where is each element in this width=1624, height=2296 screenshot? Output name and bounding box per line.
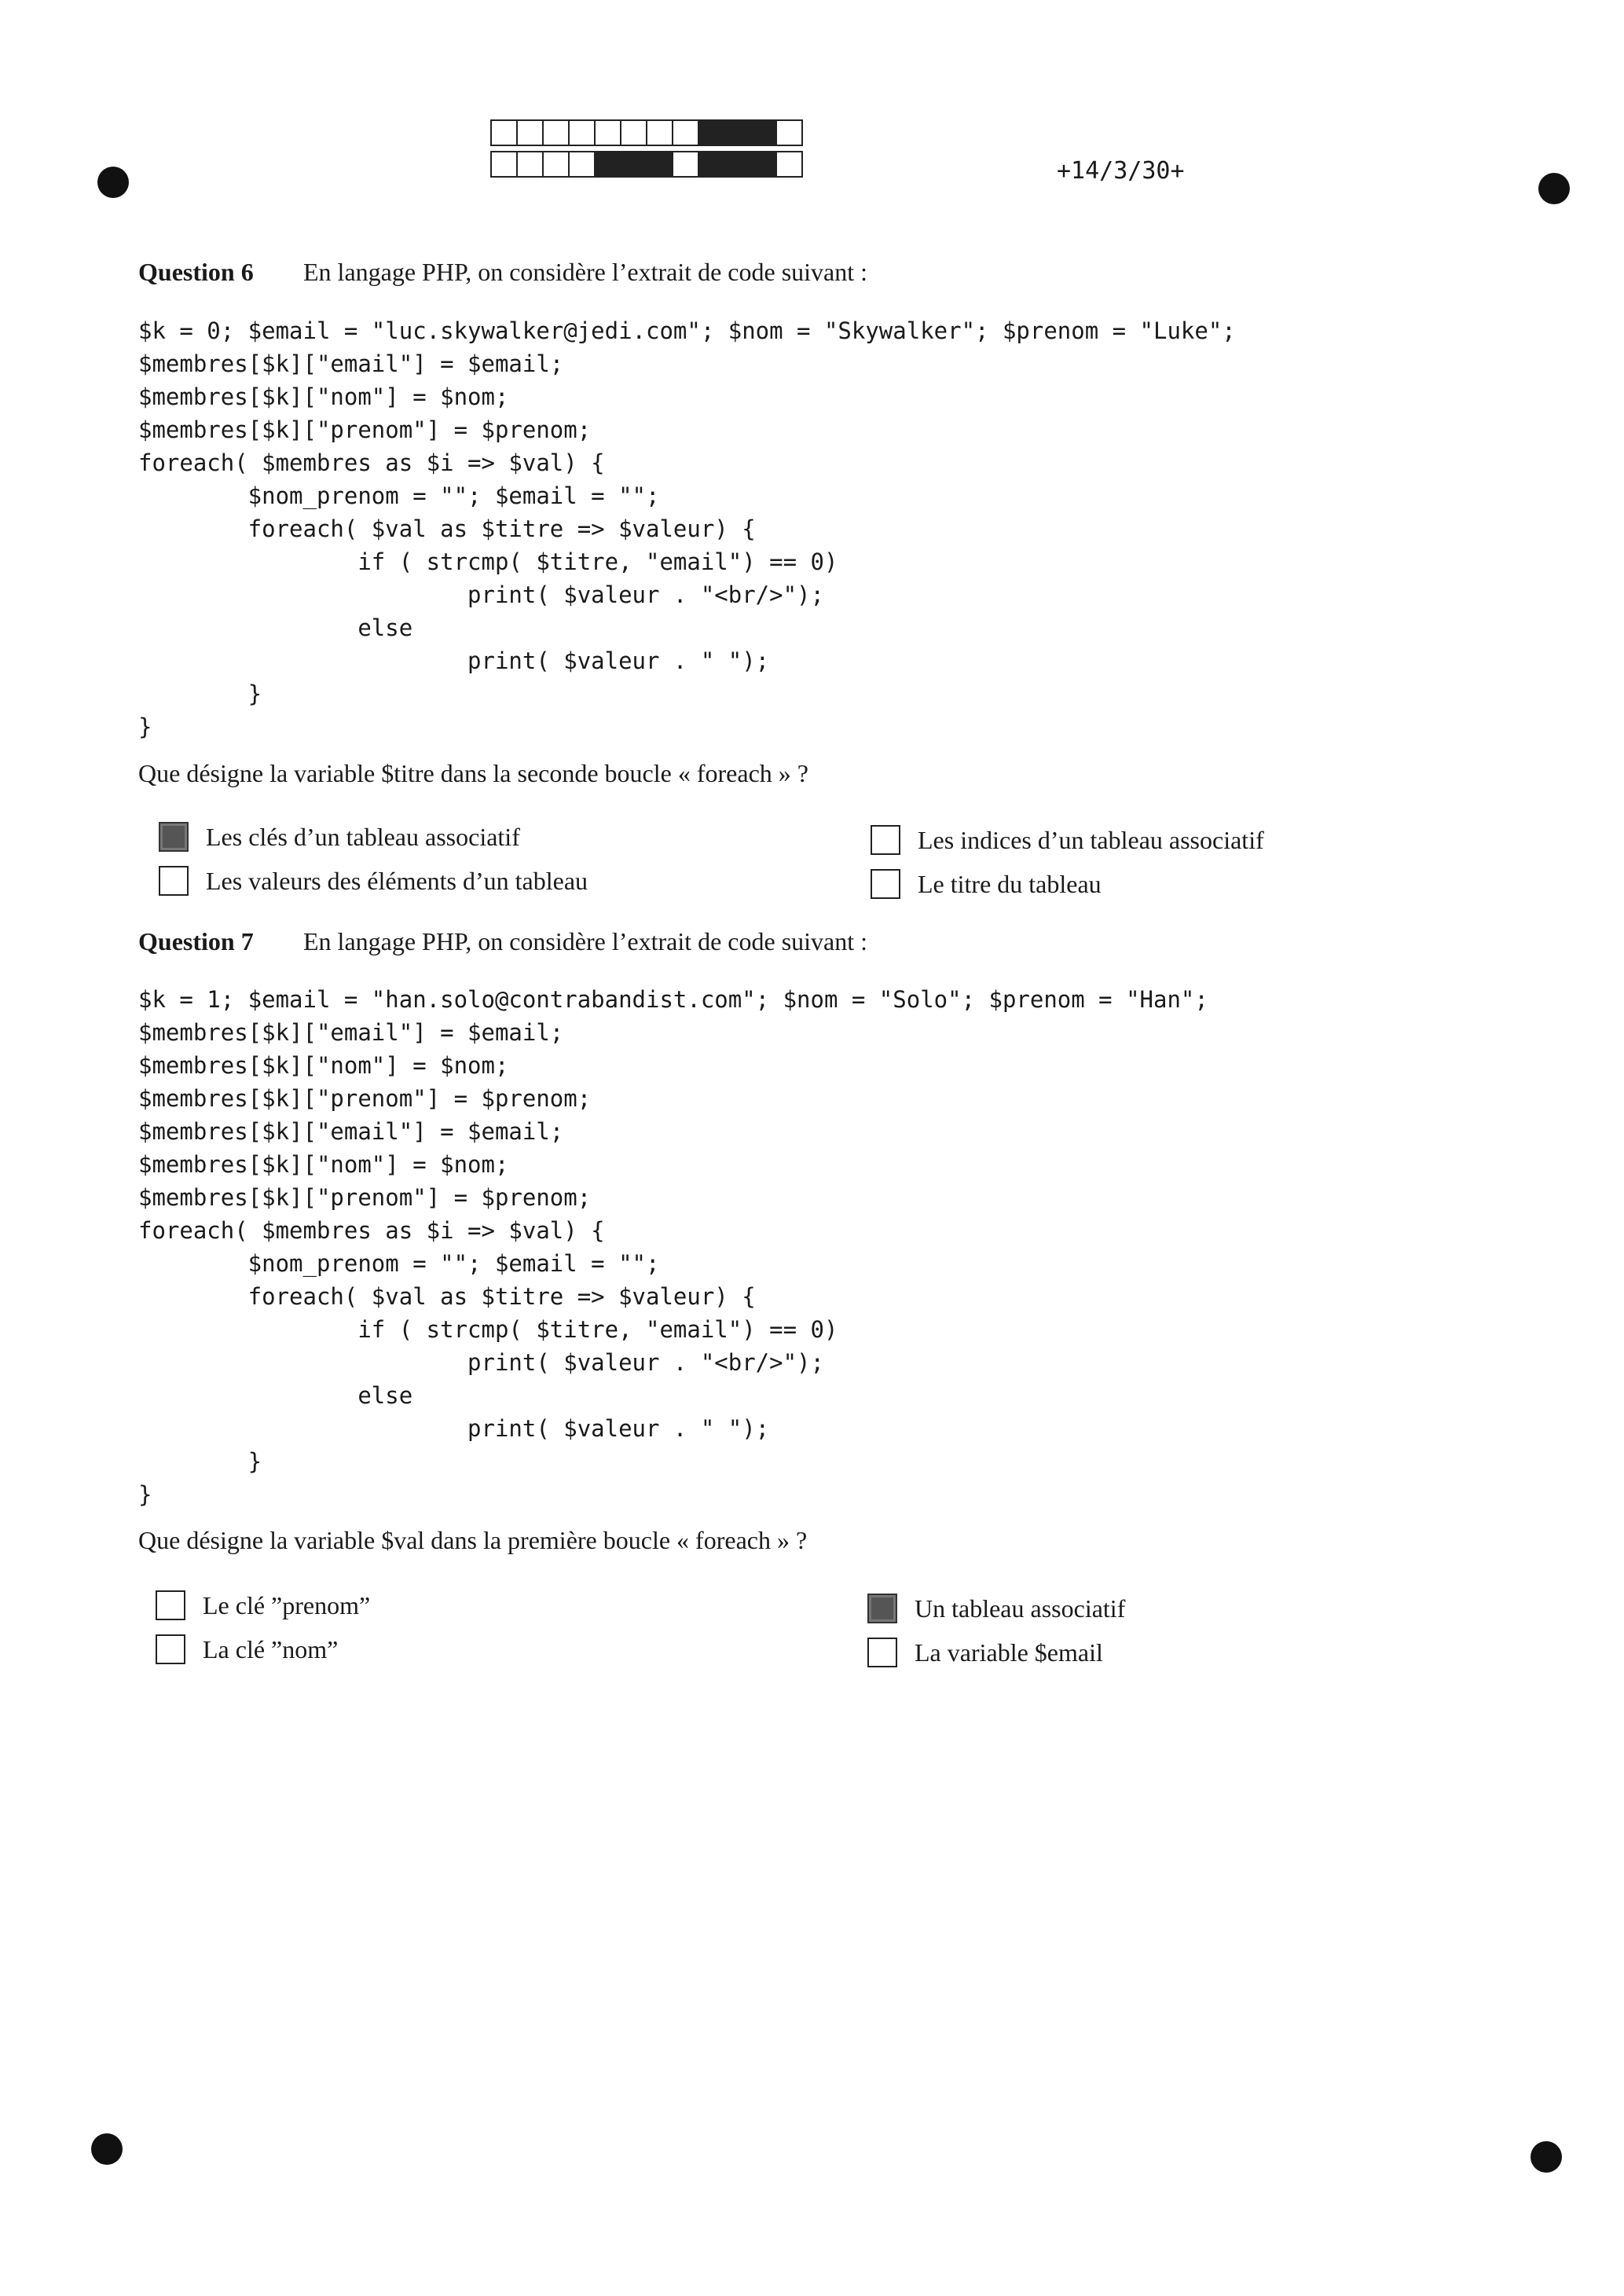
question-6-label: Question 6 [138,258,254,286]
question-6-intro: En langage PHP, on considère l’extrait de code suivant : [303,258,868,286]
barcode-cell [544,152,570,176]
checkbox[interactable] [871,869,900,899]
question-6-header [138,258,867,287]
question-7-prompt: Que désigne la variable $val dans la première boucle « foreach » ? [138,1526,808,1554]
question-7-label: Question 7 [138,927,254,955]
barcode-cell [699,152,725,176]
answer-label: La variable $email [915,1638,1103,1667]
barcode-cell [621,152,647,176]
barcode-cell [725,152,751,176]
answer-label: Le clé ”prenom” [203,1590,371,1619]
barcode-cell [544,121,570,145]
checkbox[interactable] [159,866,189,896]
barcode-row-1 [490,119,803,146]
q6-answer-2[interactable] [871,825,1264,855]
question-6-code: $k = 0; $email = "luc.skywalker@jedi.com"; $nom = "Skywalker"; $prenom = "Luke"; $membres[$k]["email"] = $email; $membres[$k]["nom"] = $nom; $membres[$k]["prenom"] = $prenom; foreach( $membres as $i => $val) { $nom_prenom = ""; $email = ""; foreach( $val as $titre => $valeur) { if ( strcmp( $titre, "email") == 0) print( $valeur . "<br/>"); else print( $valeur . " "); } } [138,317,1236,740]
question-7-header [138,927,867,956]
barcode-cell [570,152,596,176]
q7-answer-2[interactable] [867,1594,1125,1623]
checkbox[interactable] [871,825,900,855]
registration-mark-bottom-left [91,2133,123,2165]
question-7-intro: En langage PHP, on considère l’extrait de code suivant : [303,927,868,955]
registration-mark-bottom-right [1531,2141,1562,2173]
q7-answer-1[interactable] [156,1590,370,1620]
checkbox[interactable] [156,1634,185,1664]
barcode-cell [777,121,801,145]
registration-mark-top-left [97,167,129,198]
barcode-cell [518,152,544,176]
checkbox[interactable] [867,1594,897,1623]
answer-label: La clé ”nom” [203,1634,339,1663]
answer-label: Les indices d’un tableau associatif [918,825,1264,854]
barcode-cell [647,152,673,176]
barcode-cell [621,121,647,145]
barcode-cell [596,121,621,145]
barcode-cell [596,152,621,176]
q6-answer-3[interactable] [159,866,588,896]
barcode-cell [492,152,518,176]
page-barcode [490,119,803,182]
q7-answer-4[interactable] [867,1638,1103,1667]
answer-label: Les valeurs des éléments d’un tableau [206,866,588,895]
page-id: +14/3/30+ [1057,157,1185,185]
question-7-code: $k = 1; $email = "han.solo@contrabandist.com"; $nom = "Solo"; $prenom = "Han"; $membres[$k]["email"] = $email; $membres[$k]["nom"] = $nom; $membres[$k]["prenom"] = $prenom; $membres[$k]["email"] = $email; $membres[$k]["nom"] = $nom; $membres[$k]["prenom"] = $prenom; foreach( $membres as $i => $val) { $nom_prenom = ""; $email = ""; foreach( $val as $titre => $valeur) { if ( strcmp( $titre, "email") == 0) print( $valeur . "<br/>"); else print( $valeur . " "); } } [138,986,1208,1508]
barcode-cell [647,121,673,145]
checkbox[interactable] [159,822,189,852]
q7-answer-3[interactable] [156,1634,338,1664]
barcode-cell [699,121,725,145]
barcode-cell [673,121,699,145]
answer-label: Le titre du tableau [918,869,1102,898]
registration-mark-top-right [1538,173,1570,204]
barcode-cell [673,152,699,176]
checkbox[interactable] [156,1590,185,1620]
barcode-cell [725,121,751,145]
barcode-cell [751,152,777,176]
barcode-cell [570,121,596,145]
answer-label: Un tableau associatif [915,1594,1126,1623]
checkbox[interactable] [867,1638,897,1667]
answer-label: Les clés d’un tableau associatif [206,822,520,851]
q6-answer-4[interactable] [871,869,1102,899]
barcode-cell [751,121,777,145]
barcode-row-2 [490,151,803,178]
barcode-cell [518,121,544,145]
q6-answer-1[interactable] [159,822,520,852]
barcode-cell [777,152,801,176]
question-6-prompt: Que désigne la variable $titre dans la seconde boucle « foreach » ? [138,759,808,787]
barcode-cell [492,121,518,145]
